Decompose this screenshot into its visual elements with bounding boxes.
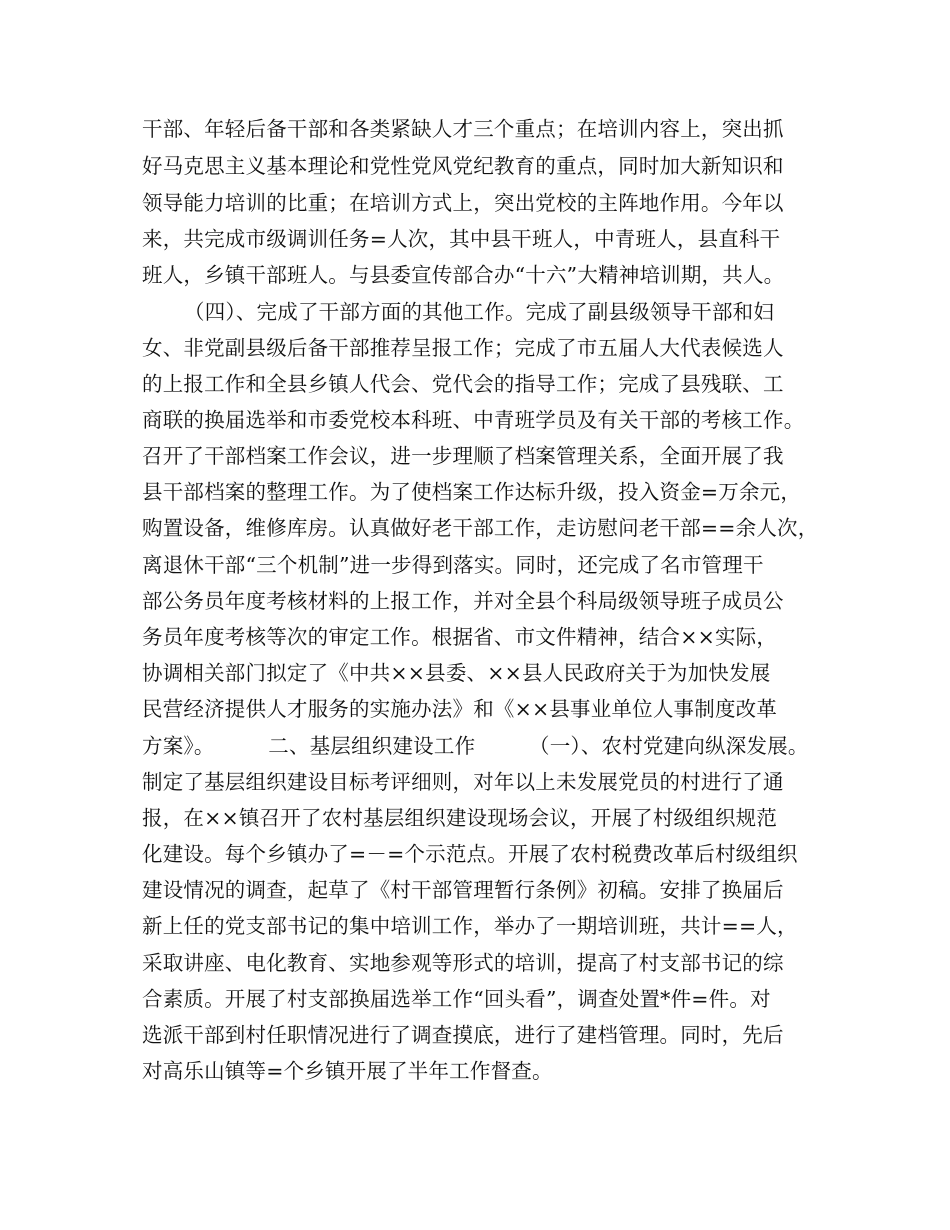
text-line-1: 干部、年轻后备干部和各类紧缺人才三个重点；在培训内容上，突出抓 bbox=[142, 117, 784, 141]
text-line-21: 化建设。每个乡镇办了=－=个示范点。开展了农村税费改革后村级组织 bbox=[142, 842, 798, 866]
text-line-5: 班人，乡镇干部班人。与县委宣传部合办“十六”大精神培训期，共人。 bbox=[142, 263, 785, 287]
text-line-3: 领导能力培训的比重；在培训方式上，突出党校的主阵地作用。今年以 bbox=[142, 191, 784, 215]
text-line-8: 的上报工作和全县乡镇人代会、党代会的指导工作；完成了县残联、工 bbox=[142, 372, 784, 396]
text-line-6: （四）、完成了干部方面的其他工作。完成了副县级领导干部和妇 bbox=[184, 300, 775, 324]
text-line-23: 新上任的党支部书记的集中培训工作，举办了一期培训班，共计==人， bbox=[142, 914, 798, 938]
text-line-20: 报，在××镇召开了农村基层组织建设现场会议，开展了村级组织规范 bbox=[142, 806, 778, 830]
text-line-10: 召开了干部档案工作会议，进一步理顺了档案管理关系，全面开展了我 bbox=[142, 444, 784, 468]
text-line-4: 来，共完成市级调训任务=人次，其中县干班人，中青班人，县直科干 bbox=[142, 227, 781, 251]
text-line-15: 务员年度考核等次的审定工作。根据省、市文件精神，结合××实际， bbox=[142, 625, 778, 649]
text-line-18: 方案》。 二、基层组织建设工作 （一）、农村党建向纵深发展。 bbox=[142, 734, 809, 758]
text-line-13: 离退休干部“三个机制”进一步得到落实。同时，还完成了名市管理干 bbox=[142, 553, 764, 577]
text-line-25: 合素质。开展了村支部换届选举工作“回头看”，调查处置*件=件。对 bbox=[142, 987, 771, 1011]
text-line-2: 好马克思主义基本理论和党性党风党纪教育的重点，同时加大新知识和 bbox=[142, 154, 784, 178]
text-line-14: 部公务员年度考核材料的上报工作，并对全县个科局级领导班子成员公 bbox=[142, 589, 784, 613]
text-line-11: 县干部档案的整理工作。为了使档案工作达标升级，投入资金=万余元， bbox=[142, 480, 802, 504]
text-line-7: 女、非党副县级后备干部推荐呈报工作；完成了市五届人大代表候选人 bbox=[142, 336, 784, 360]
text-line-19: 制定了基层组织建设目标考评细则，对年以上未发展党员的村进行了通 bbox=[142, 770, 784, 794]
text-line-27: 对高乐山镇等=个乡镇开展了半年工作督查。 bbox=[142, 1059, 553, 1083]
text-line-9: 商联的换届选举和市委党校本科班、中青班学员及有关干部的考核工作。 bbox=[142, 408, 805, 432]
text-line-22: 建设情况的调查，起草了《村干部管理暂行条例》初稿。安排了换届后 bbox=[142, 878, 784, 902]
text-line-24: 采取讲座、电化教育、实地参观等形式的培训，提高了村支部书记的综 bbox=[142, 951, 784, 975]
text-line-12: 购置设备，维修库房。认真做好老干部工作，走访慰问老干部==余人次， bbox=[142, 516, 819, 540]
text-line-26: 选派干部到村任职情况进行了调查摸底，进行了建档管理。同时，先后 bbox=[142, 1023, 784, 1047]
text-line-17: 民营经济提供人才服务的实施办法》和《××县事业单位人事制度改革 bbox=[142, 697, 778, 721]
text-line-16: 协调相关部门拟定了《中共××县委、××县人民政府关于为加快发展 bbox=[142, 661, 771, 685]
